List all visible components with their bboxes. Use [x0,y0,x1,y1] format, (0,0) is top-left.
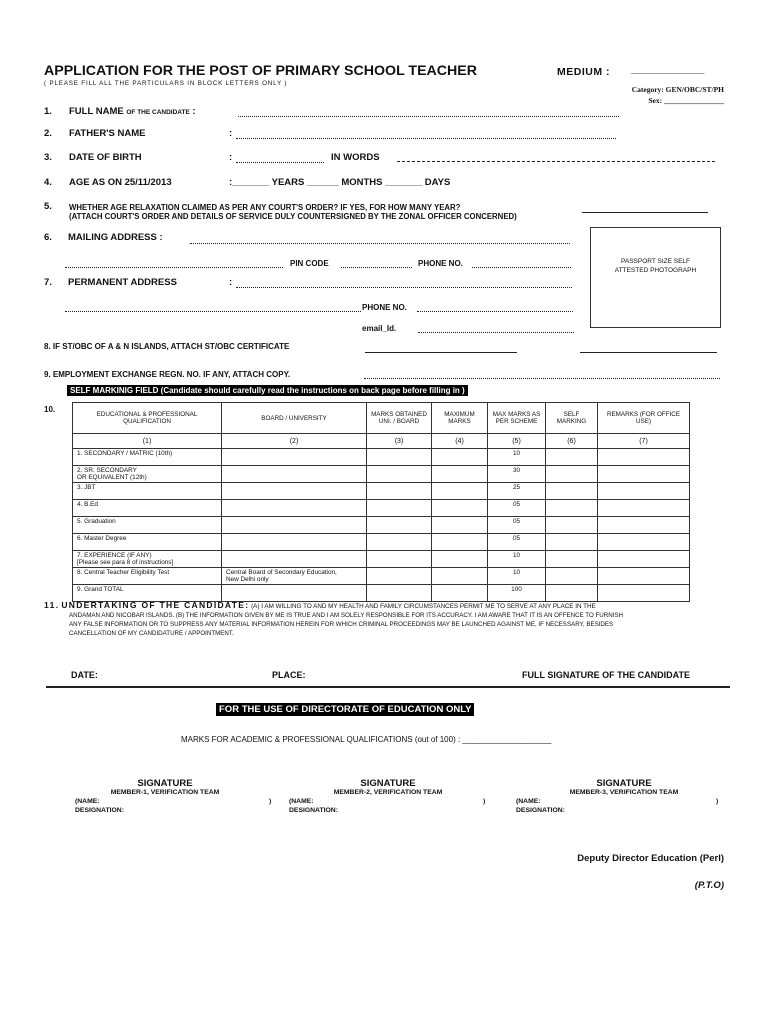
maximum-marks-cell[interactable] [432,585,488,602]
dob-label: DATE OF BIRTH [69,152,142,163]
mailing-address-line2[interactable] [65,258,283,268]
field-number: 10. [44,405,56,414]
table-row [73,534,690,551]
table-header: MAXIMUM MARKS [432,403,488,434]
member-2-block [289,779,489,815]
maximum-marks-cell[interactable] [432,517,488,534]
colon: : [229,152,233,163]
table-row [73,483,690,500]
dob-words-input[interactable] [397,152,715,162]
qualification-cell: 3. JBT [73,483,222,500]
remarks-cell [598,517,690,534]
undertaking-number: 11. [44,600,60,610]
table-row [73,517,690,534]
medium-label: MEDIUM : [557,66,610,78]
marks-obtained-cell[interactable] [367,534,432,551]
maximum-marks-cell[interactable] [432,534,488,551]
maximum-marks-cell[interactable] [432,551,488,568]
colon: : [229,128,233,139]
marks-obtained-cell[interactable] [367,568,432,585]
phone-input[interactable] [472,258,571,268]
maximum-marks-cell[interactable] [432,483,488,500]
table-header: BOARD / UNIVERSITY [222,403,367,434]
table-header: MAX MARKS AS PER SCHEME [488,403,546,434]
office-use-banner: FOR THE USE OF DIRECTORATE OF EDUCATION ONLY [216,703,474,716]
date-label: DATE: [71,670,98,680]
age-relaxation-question: WHETHER AGE RELAXATION CLAIMED AS PER ANY COURT'S ORDER? IF YES, FOR HOW MANY YEAR? [69,203,461,212]
self-marking-cell[interactable] [546,568,598,585]
full-name-sub: OF THE CANDIDATE [126,109,190,116]
marks-obtained-cell[interactable] [367,466,432,483]
member-1-team: MEMBER-1, VERIFICATION TEAM [110,789,220,796]
age-relaxation-input[interactable] [582,203,708,213]
undertaking-text-a: (A) I AM WILLING TO AND MY HEALTH AND FAMILY CIRCUMSTANCES PERMIT ME TO SERVE AT ANY PLACE IN THE [251,603,596,610]
mailing-address-label: MAILING ADDRESS : [68,232,163,243]
fathers-name-label: FATHER'S NAME [69,128,146,139]
permanent-address-label: PERMANENT ADDRESS [68,277,177,288]
maximum-marks-cell[interactable] [432,568,488,585]
undertaking-text-b: ANDAMAN AND NICOBAR ISLANDS. (B) THE INFORMATION GIVEN BY ME IS TRUE AND I AM SOLELY RESPONSIBLE FOR ITS ACCURACY. I AM AWARE THAT IT IS AN OFFENCE TO FURNISH [69,612,623,619]
marks-obtained-cell[interactable] [367,449,432,466]
dob-input[interactable] [236,153,324,163]
member-2-signature: SIGNATURE [360,778,416,789]
table-row [73,568,690,585]
column-number: (4) [432,434,488,449]
table-header: EDUCATIONAL & PROFESSIONAL QUALIFICATION [73,403,222,434]
scheme-max-marks-cell: 30 [488,466,546,483]
email-input[interactable] [418,323,574,333]
dob-words-label: IN WORDS [331,152,380,163]
pin-code-input[interactable] [341,258,412,268]
table-row [73,449,690,466]
table-column-numbers [73,434,690,449]
undertaking-text-d: CANCELLATION OF MY CANDIDATURE / APPOINTMENT. [69,630,234,637]
member-1-signature: SIGNATURE [137,778,193,789]
marks-obtained-cell[interactable] [367,551,432,568]
colon: : [229,277,233,288]
member-3-name: (NAME: ) [516,798,719,805]
remarks-cell [598,568,690,585]
table-row [73,551,690,568]
block-letters-instruction: ( PLEASE FILL ALL THE PARTICULARS IN BLOCK LETTERS ONLY ) [44,80,288,87]
board-university-cell[interactable] [222,551,367,568]
scheme-max-marks-cell: 05 [488,534,546,551]
qualification-cell: 1. SECONDARY / MATRIC (10th) [73,449,222,466]
undertaking-text-c: ANY FALSE INFORMATION OR TO SUPPRESS ANY MATERIAL INFORMATION HEREIN FOR WHICH CRIMINAL PROCEEDINGS MAY BE LAUNCHED AGAINST ME, IF NECESSARY, BESIDES [69,621,614,628]
marks-obtained-cell[interactable] [367,585,432,602]
phone-label-2: PHONE NO. [362,303,407,312]
field-number: 1. [44,106,52,117]
self-marking-cell[interactable] [546,517,598,534]
marks-out-of-100[interactable]: MARKS FOR ACADEMIC & PROFESSIONAL QUALIFICATIONS (out of 100) : ____________________ [181,735,552,744]
pto-label: (P.T.O) [694,880,724,891]
self-marking-cell[interactable] [546,483,598,500]
qualification-cell: 5. Graduation [73,517,222,534]
self-marking-banner: SELF MARKINIG FIELD (Candidate should carefully read the instructions on back page before filling in ) [67,385,468,396]
sex-field[interactable]: Sex: ________________ [648,96,724,105]
marks-obtained-cell[interactable] [367,483,432,500]
remarks-cell [598,466,690,483]
member-2-designation: DESIGNATION: [289,807,338,814]
self-marking-cell[interactable] [546,449,598,466]
member-3-team: MEMBER-3, VERIFICATION TEAM [569,789,679,796]
page-title: APPLICATION FOR THE POST OF PRIMARY SCHOOL TEACHER [44,63,478,79]
board-university-cell[interactable] [222,517,367,534]
full-name-input[interactable] [238,107,619,117]
remarks-cell [598,500,690,517]
undertaking-title: UNDERTAKING OF THE CANDIDATE: [61,600,250,610]
remarks-cell [598,449,690,466]
employment-exchange-label: 9. EMPLOYMENT EXCHANGE REGN. NO. IF ANY, ATTACH COPY. [44,370,291,379]
email-label: email_Id. [362,324,397,333]
full-name-label: FULL NAME OF THE CANDIDATE : [69,106,196,117]
undertaking-line-1 [44,600,596,610]
column-number: (7) [598,434,690,449]
qualification-cell: 2. SR. SECONDARY OR EQUIVALENT (12th) [73,466,222,483]
age-label: AGE AS ON 25/11/2013 [69,177,172,188]
table-row [73,585,690,602]
table-header: MARKS OBTAINED UNI. / BOARD [367,403,432,434]
permanent-address-input[interactable] [236,278,572,288]
column-number: (5) [488,434,546,449]
board-university-cell[interactable] [222,534,367,551]
medium-field[interactable]: ____________ [631,63,705,75]
age-relaxation-note: (ATTACH COURT'S ORDER AND DETAILS OF SERVICE DULY COUNTERSIGNED BY THE ZONAL OFFICER CONCERNED) [69,212,517,221]
field-number: 7. [44,277,52,288]
photo-caption-2: ATTESTED PHOTOGRAPH [614,267,697,274]
field-number: 4. [44,177,52,188]
self-marking-cell[interactable] [546,551,598,568]
table-row [73,500,690,517]
member-3-designation: DESIGNATION: [516,807,565,814]
qualification-cell: 9. Grand TOTAL [73,585,222,602]
board-university-cell[interactable] [222,449,367,466]
table-header: REMARKS (FOR OFFICE USE) [598,403,690,434]
phone-label: PHONE NO. [418,259,463,268]
field-number: 6. [44,232,52,243]
scheme-max-marks-cell: 25 [488,483,546,500]
marks-table [72,402,690,602]
field-number: 3. [44,152,52,163]
full-name-text: FULL NAME [69,106,124,117]
column-number: (2) [222,434,367,449]
member-1-block [75,779,275,815]
table-header-row [73,403,690,434]
permanent-address-line2[interactable] [65,302,361,312]
remarks-cell [598,551,690,568]
place-label: PLACE: [272,670,306,680]
st-obc-input-2[interactable] [580,343,717,353]
marks-obtained-cell[interactable] [367,517,432,534]
maximum-marks-cell[interactable] [432,466,488,483]
column-number: (3) [367,434,432,449]
remarks-cell [598,534,690,551]
category-field[interactable]: Category: GEN/OBC/ST/PH [631,85,724,94]
remarks-cell [598,585,690,602]
member-1-name: (NAME: ) [75,798,272,805]
self-marking-cell[interactable] [546,466,598,483]
divider [46,686,730,688]
board-university-cell[interactable] [222,483,367,500]
member-2-team: MEMBER-2, VERIFICATION TEAM [333,789,443,796]
qualification-cell: 7. EXPERIENCE (IF ANY) [Please see para 8 of instructions] [73,551,222,568]
phone-input-2[interactable] [417,302,573,312]
board-university-cell[interactable]: Central Board of Secondary Education, New Delhi only [222,568,367,585]
table-row [73,466,690,483]
mailing-address-input[interactable] [190,234,570,244]
member-1-designation: DESIGNATION: [75,807,124,814]
pin-code-label: PIN CODE [290,259,329,268]
st-obc-input[interactable] [365,343,517,353]
member-2-name: (NAME: ) [289,798,486,805]
scheme-max-marks-cell: 10 [488,551,546,568]
photo-caption-1: PASSPORT SIZE SELF [621,258,690,265]
photo-box[interactable] [590,227,721,328]
qualification-cell: 8. Central Teacher Eligibility Test [73,568,222,585]
maximum-marks-cell[interactable] [432,500,488,517]
column-number: (1) [73,434,222,449]
table-header: SELF MARKING [546,403,598,434]
remarks-cell [598,483,690,500]
board-university-cell[interactable] [222,500,367,517]
column-number: (6) [546,434,598,449]
age-input[interactable]: :_______ YEARS ______ MONTHS _______ DAYS [229,177,451,188]
st-obc-certificate-label: 8. IF ST/OBC OF A & N ISLANDS, ATTACH ST/OBC CERTIFICATE [44,342,290,351]
qualification-cell: 4. B.Ed [73,500,222,517]
fathers-name-input[interactable] [236,129,616,139]
maximum-marks-cell[interactable] [432,449,488,466]
scheme-max-marks-cell: 10 [488,568,546,585]
scheme-max-marks-cell: 10 [488,449,546,466]
employment-exchange-input[interactable] [364,369,720,379]
qualification-cell: 6. Master Degree [73,534,222,551]
board-university-cell[interactable] [222,466,367,483]
deputy-director: Deputy Director Education (Perl) [577,853,724,864]
candidate-signature-label: FULL SIGNATURE OF THE CANDIDATE [522,670,690,680]
marks-obtained-cell[interactable] [367,500,432,517]
self-marking-cell[interactable] [546,500,598,517]
self-marking-cell[interactable] [546,534,598,551]
field-number: 5. [44,201,52,212]
scheme-max-marks-cell: 05 [488,500,546,517]
scheme-max-marks-cell: 05 [488,517,546,534]
self-marking-cell[interactable] [546,585,598,602]
member-3-signature: SIGNATURE [596,778,652,789]
member-3-block [516,779,722,815]
scheme-max-marks-cell: 100 [488,585,546,602]
field-number: 2. [44,128,52,139]
board-university-cell[interactable] [222,585,367,602]
